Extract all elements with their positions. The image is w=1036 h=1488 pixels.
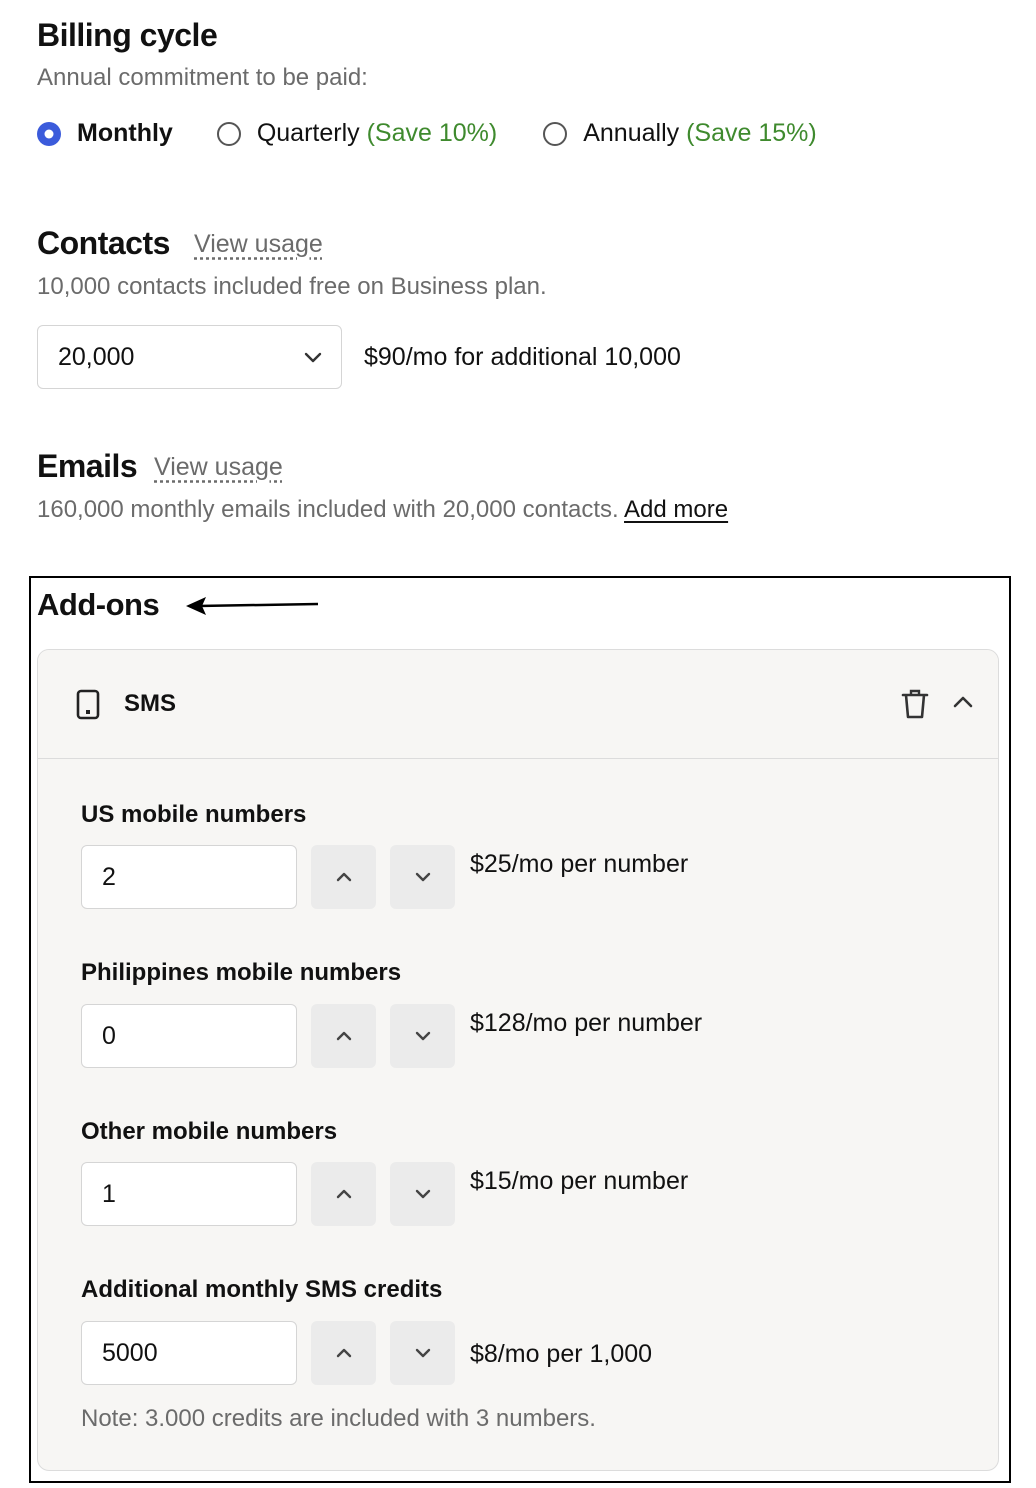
sms-credits-label: Additional monthly SMS credits [81,1276,443,1303]
radio-monthly[interactable] [37,119,173,148]
ph-numbers-label: Philippines mobile numbers [81,959,402,986]
other-numbers-input[interactable]: 1 [81,1162,297,1226]
sms-addon-card [37,649,999,1471]
ph-numbers-input[interactable]: 0 [81,1004,297,1068]
chevron-down-icon [414,1030,432,1042]
emails-subtitle-text: 160,000 monthly emails included with 20,000 contacts. [37,496,619,523]
chevron-up-icon[interactable] [952,694,974,715]
add-more-link[interactable]: Add more [624,496,729,523]
sms-credits-price: $8/mo per 1,000 [470,1340,653,1368]
other-numbers-price: $15/mo per number [470,1167,689,1195]
us-numbers-price: $25/mo per number [470,850,689,878]
chevron-down-icon [414,1188,432,1200]
chevron-down-icon [414,871,432,883]
emails-title: Emails [37,448,138,484]
emails-view-usage-link[interactable]: View usage [154,453,283,481]
ph-numbers-increment-button[interactable] [311,1004,376,1068]
chevron-up-icon [335,1030,353,1042]
radio-annually-text [583,119,816,148]
radio-quarterly-save: (Save 10%) [366,119,498,147]
billing-radio-group [37,119,817,148]
left-arrow-annotation [184,594,322,623]
other-numbers-decrement-button[interactable] [390,1162,455,1226]
chevron-down-icon [303,350,323,364]
sms-credits-decrement-button[interactable] [390,1321,455,1385]
billing-cycle-title: Billing cycle [37,17,218,53]
radio-monthly-circle[interactable] [37,122,61,146]
us-numbers-input[interactable]: 2 [81,845,297,909]
sms-credits-note: Note: 3.000 credits are included with 3 numbers. [81,1405,596,1432]
chevron-up-icon [335,871,353,883]
contacts-price-note: $90/mo for additional 10,000 [364,343,681,371]
sms-credits-input[interactable]: 5000 [81,1321,297,1385]
emails-subtitle [37,496,728,524]
ph-numbers-price: $128/mo per number [470,1009,703,1037]
us-numbers-label: US mobile numbers [81,801,307,828]
radio-annually-save: (Save 15%) [686,119,817,147]
trash-icon[interactable] [900,688,930,725]
chevron-down-icon [414,1347,432,1359]
radio-quarterly-text [257,119,497,148]
contacts-title: Contacts [37,225,170,261]
other-numbers-label: Other mobile numbers [81,1118,338,1145]
contacts-view-usage-link[interactable]: View usage [194,230,323,258]
sms-card-header[interactable] [38,650,998,759]
us-numbers-decrement-button[interactable] [390,845,455,909]
us-numbers-increment-button[interactable] [311,845,376,909]
chevron-up-icon [335,1347,353,1359]
sms-credits-increment-button[interactable] [311,1321,376,1385]
addons-title: Add-ons [37,587,160,622]
other-numbers-increment-button[interactable] [311,1162,376,1226]
contacts-subtitle: 10,000 contacts included free on Business plan. [37,273,547,300]
radio-annually[interactable] [543,119,816,148]
contacts-select[interactable] [37,325,342,389]
radio-quarterly[interactable] [217,119,497,148]
ph-numbers-decrement-button[interactable] [390,1004,455,1068]
mobile-device-icon [75,689,101,726]
radio-quarterly-label: Quarterly [256,119,360,147]
radio-quarterly-circle[interactable] [217,122,241,146]
radio-annually-circle[interactable] [543,122,567,146]
radio-annually-label: Annually [583,119,680,147]
sms-title: SMS [124,690,177,717]
chevron-up-icon [335,1188,353,1200]
contacts-select-value: 20,000 [58,342,135,371]
billing-cycle-subtitle: Annual commitment to be paid: [37,64,368,91]
radio-monthly-label: Monthly [77,119,173,147]
